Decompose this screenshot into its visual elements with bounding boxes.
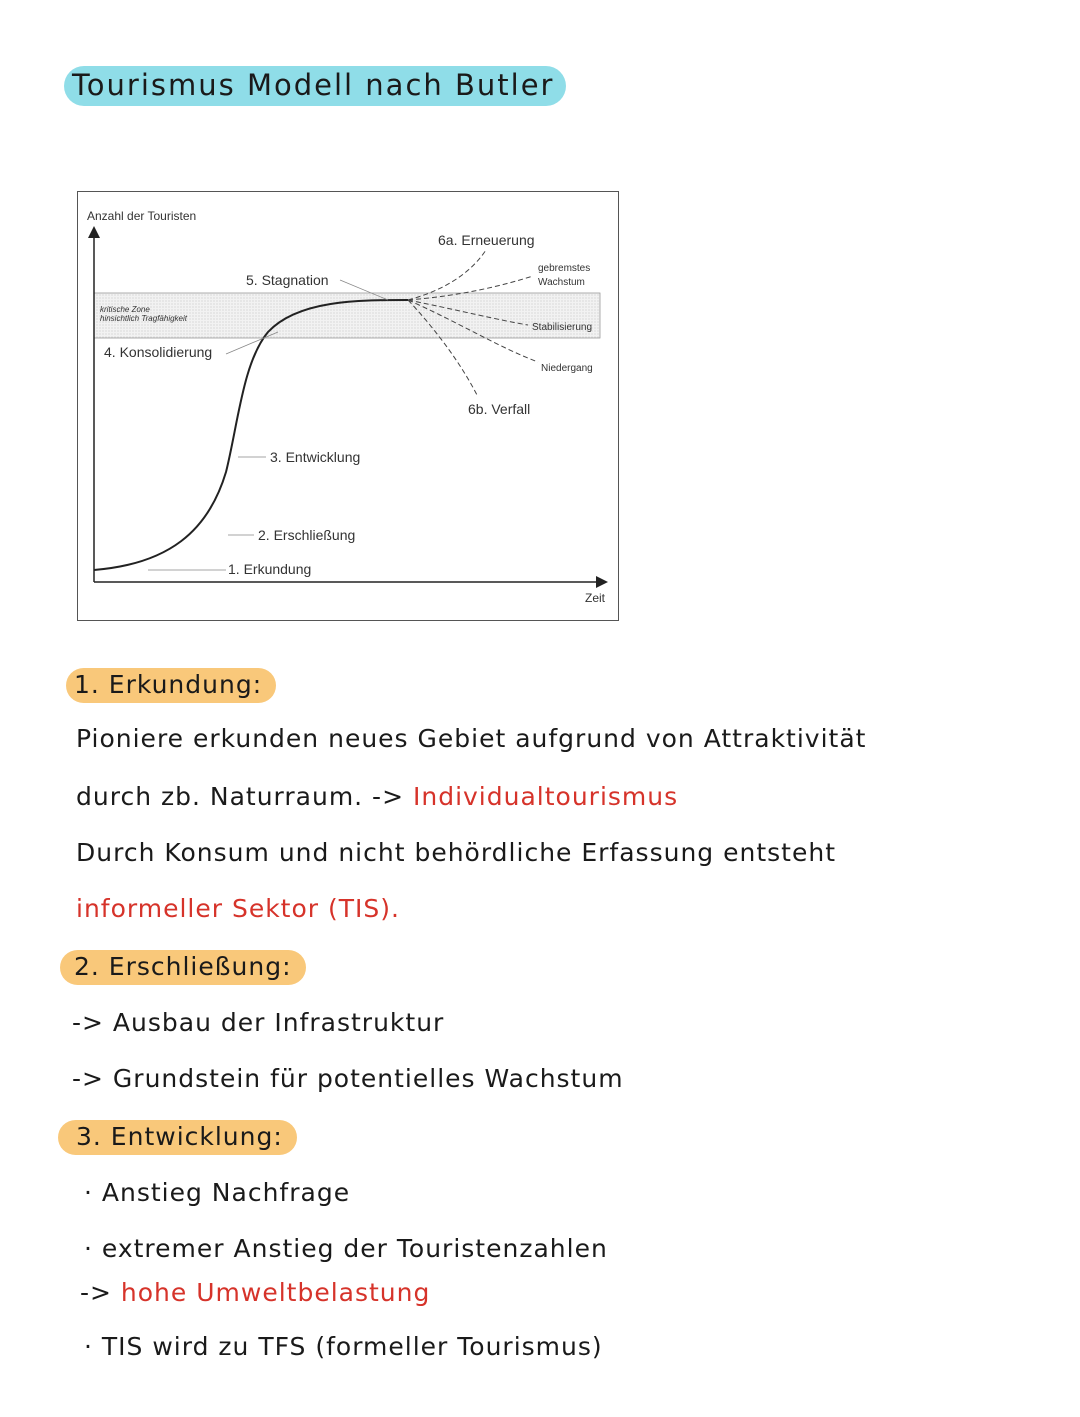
section-3-heading: 3. Entwicklung: [58,1120,297,1155]
phase-label-konsolidierung: 4. Konsolidierung [104,344,213,360]
section-2-line-2: -> Grundstein für potentielles Wachstum [72,1064,624,1093]
chart-svg [78,192,618,620]
section-1-line-1: Pioniere erkunden neues Gebiet aufgrund von Attraktivität [76,724,867,753]
phase-label-erkundung: 1. Erkundung [228,561,312,577]
tourism-curve [94,300,408,570]
section-1-line-2-text: durch zb. Naturraum. -> [76,782,405,811]
section-3-line-4: · TIS wird zu TFS (formeller Tourismus) [84,1332,603,1361]
phase-label-entwicklung: 3. Entwicklung [270,449,361,465]
section-2-heading: 2. Erschließung: [60,950,306,985]
y-axis-label: Anzahl der Touristen [87,209,197,223]
branch-label-niedergang: Niedergang [541,363,593,374]
section-3-line-1: · Anstieg Nachfrage [84,1178,351,1207]
y-axis-arrow [88,226,100,238]
branch-erneuerung [408,250,486,300]
x-axis-label: Zeit [585,591,606,605]
butler-model-chart [77,191,619,621]
critical-zone-label-2: hinsichtlich Tragfähigkeit [100,314,188,323]
phase-label-stagnation: 5. Stagnation [246,272,329,288]
section-1-line-4: informeller Sektor (TIS). [76,894,400,923]
section-1-heading: 1. Erkundung: [66,668,276,703]
individualtourismus-term: Individualtourismus [412,782,679,811]
x-axis-arrow [596,576,608,588]
umweltbelastung-term: hohe Umweltbelastung [120,1278,431,1307]
section-3-line-3 [80,1278,430,1307]
page-title: Tourismus Modell nach Butler [64,66,566,106]
branch-label-stabilisierung: Stabilisierung [532,322,593,333]
section-3-line-2: · extremer Anstieg der Touristenzahlen [84,1234,608,1263]
phase-label-erneuerung: 6a. Erneuerung [438,232,535,248]
section-1-line-2 [76,782,678,811]
phase-label-verfall: 6b. Verfall [468,401,531,417]
section-1-line-3: Durch Konsum und nicht behördliche Erfassung entsteht [76,838,836,867]
arrow-text: -> [80,1278,112,1307]
critical-zone-label-1: kritische Zone [100,305,150,314]
branch-label-gebremstes-2: Wachstum [538,277,585,288]
section-2-line-1: -> Ausbau der Infrastruktur [72,1008,445,1037]
branch-label-gebremstes-1: gebremstes [538,263,591,274]
phase-label-erschliessung: 2. Erschließung [258,527,356,543]
